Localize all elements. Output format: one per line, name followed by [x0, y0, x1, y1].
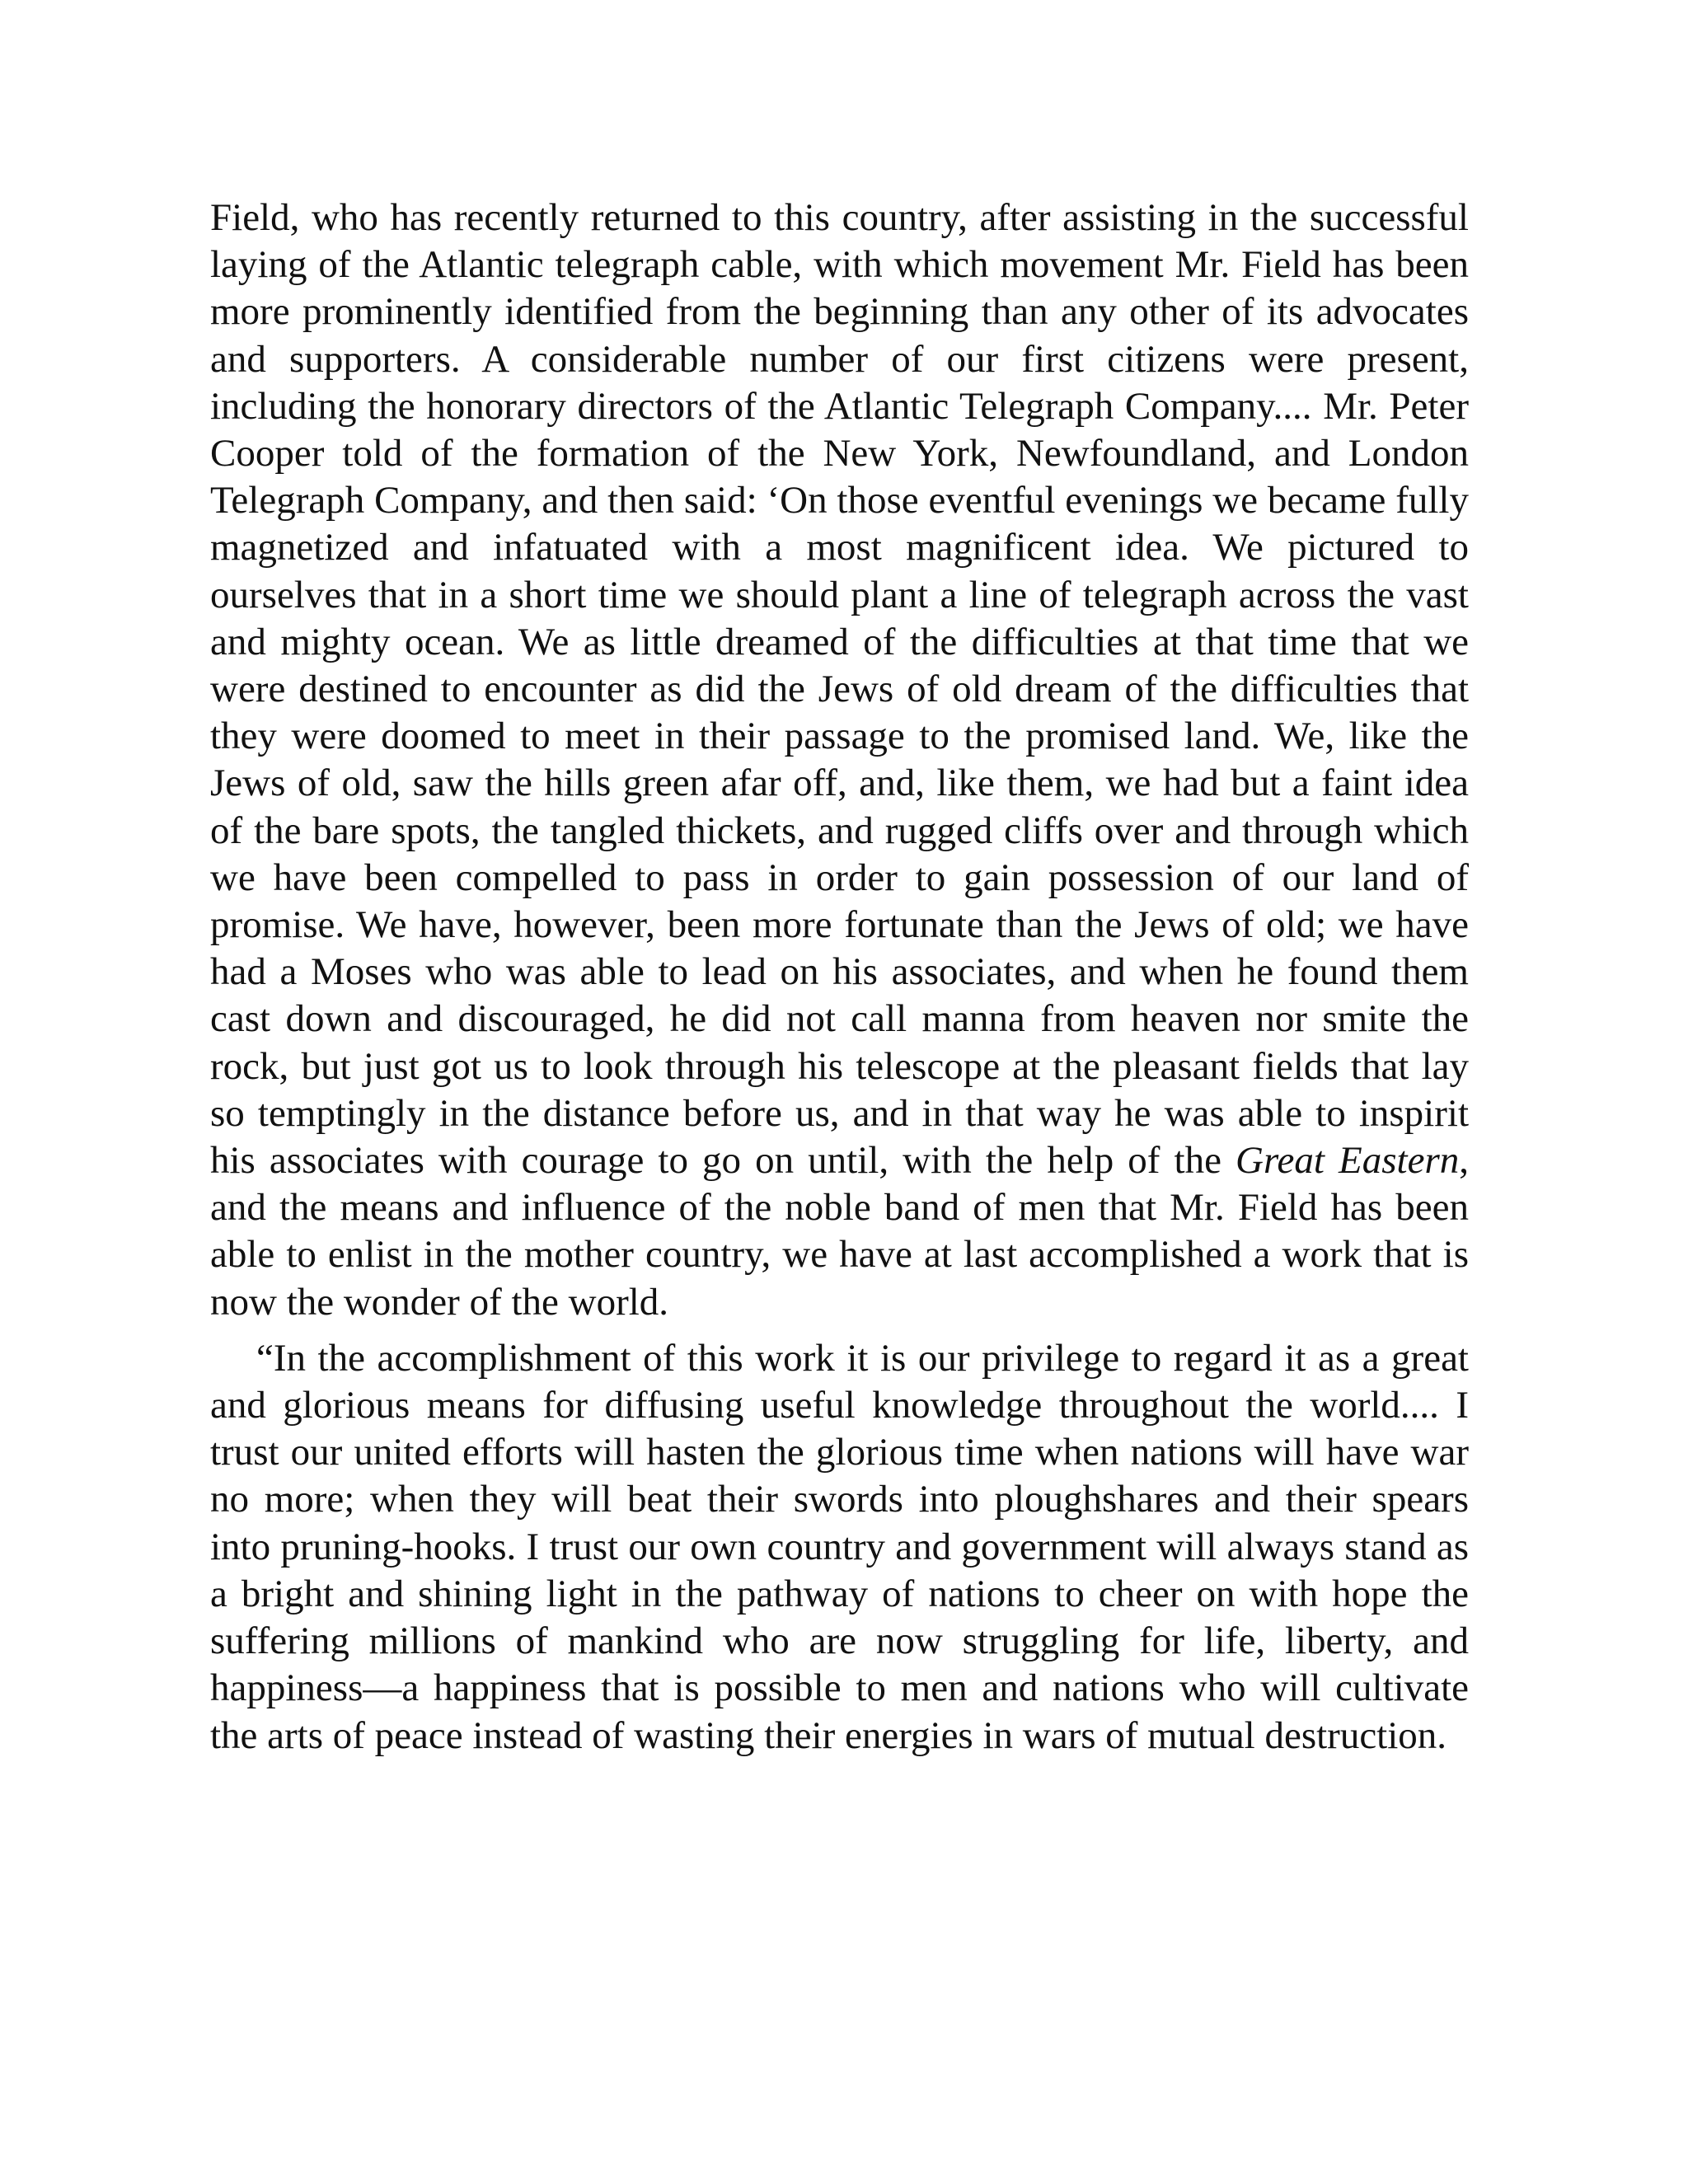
- paragraph-1: [210, 194, 1469, 1326]
- ship-name-italic: Great Eastern: [1236, 1139, 1460, 1183]
- paragraph-2: “In the accomplishment of this work it is our privilege to regard it as a great and glorious means for diffusing useful knowledge throughout the world.... I trust our united efforts will hasten the glorious time when nations will have war no more; when they will beat their swords into ploughshares and their spears into pruning-hooks. I trust our own country and government will always stand as a bright and shining light in the pathway of nations to cheer on with hope the suffering millions of mankind who are now struggling for life, liberty, and happiness—a happiness that is possible to men and nations who will cultivate the arts of peace instead of wasting their energies in wars of mutual destruction.: [210, 1336, 1469, 1757]
- paragraph-1-text-after-italic: , and the means and influence of the noble band of men that Mr. Field has been able to enlist in the mother country, we have at last accomplished a work that is now the wonder of the world.: [210, 1139, 1469, 1324]
- body-text: [210, 194, 1469, 1760]
- paragraph-1-text-before-italic: Field, who has recently returned to this country, after assisting in the successful laying of the Atlantic telegraph cable, with which movement Mr. Field has been more prominently identified from the beginning than any other of its advocates and supporters. A considerable number of our first citizens were present, including the honorary directors of the Atlantic Telegraph Company.... Mr. Peter Cooper told of the formation of the New York, Newfoundland, and London Telegraph Company, and then said: ‘On those eventful evenings we became fully magnetized and infatuated with a most magnificent idea. We pictured to ourselves that in a short time we should plant a line of telegraph across the vast and mighty ocean. We as little dreamed of the difficulties at that time that we were destined to encounter as did the Jews of old dream of the difficulties that they were doomed to meet in their passage to the promised land. We, like the Jews of old, saw the hills green afar off, and, like them, we had but a faint idea of the bare spots, the tangled thickets, and rugged cliffs over and through which we have been compelled to pass in order to gain possession of our land of promise. We have, however, been more fortunate than the Jews of old; we have had a Moses who was able to lead on his associates, and when he found them cast down and discouraged, he did not call manna from heaven nor smite the rock, but just got us to look through his telescope at the pleasant fields that lay so temptingly in the distance before us, and in that way he was able to inspirit his associates with courage to go on until, with the help of the: [210, 196, 1469, 1183]
